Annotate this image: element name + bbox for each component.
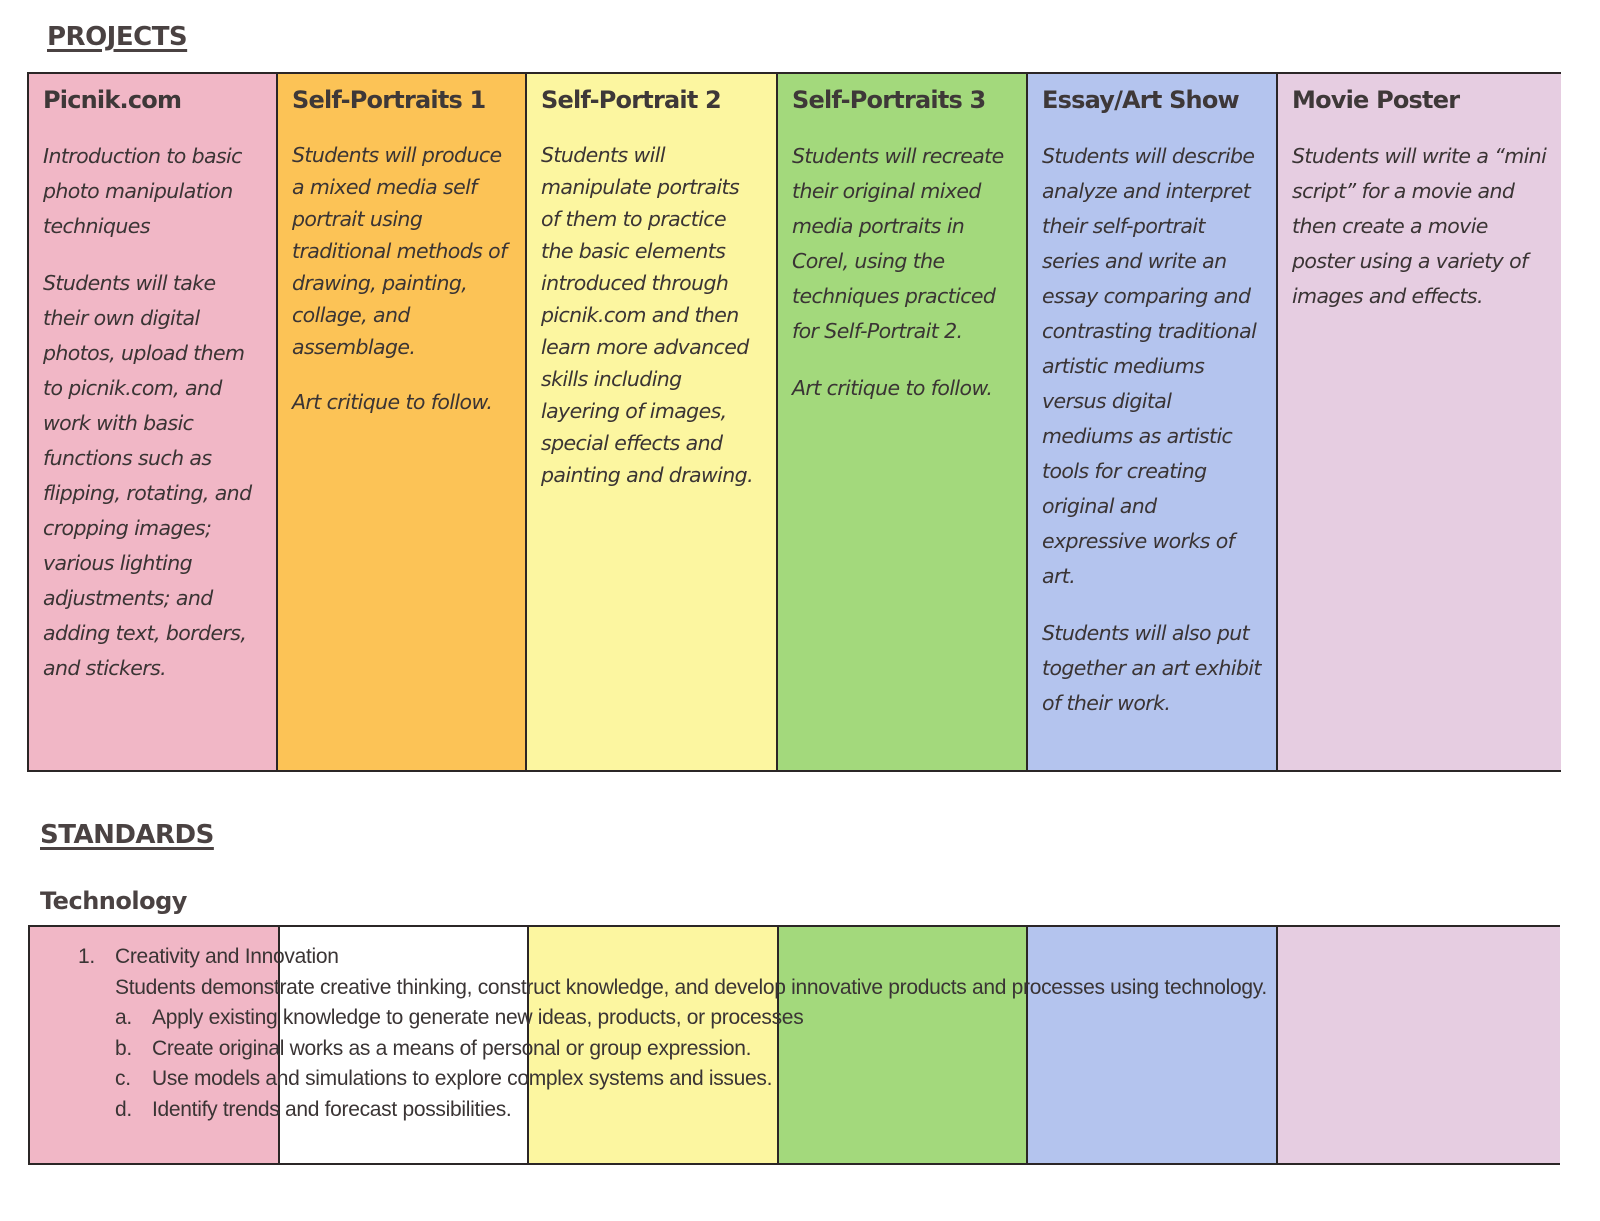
standard-subitem: b. Create original works as a means of personal or group expression.: [115, 1036, 752, 1060]
project-column-self-portraits-3: [776, 74, 1026, 770]
project-description: Introduction to basic photo manipulation techniques: [43, 143, 242, 238]
project-title: Self-Portraits 3: [792, 86, 986, 114]
project-description: Students will recreate their original mixed media portraits in Corel, using the techniques practiced for Self-Portrait 2.: [792, 143, 1004, 343]
project-description: Students will manipulate portraits of them to practice the basic elements introduced through picnik.com and then learn more advanced skills including layering of images, special effects and painting and drawing.: [541, 142, 753, 487]
standard-heading: Creativity and Innovation: [115, 945, 339, 968]
project-description: Art critique to follow.: [792, 375, 993, 400]
standard-subitem: d. Identify trends and forecast possibilities.: [115, 1097, 512, 1121]
project-description: Students will take their own digital photos, upload them to picnik.com, and work with basic functions such as flipping, rotating, and cropping images; various lighting adjustments; and adding text, borders, and stickers.: [43, 270, 252, 680]
standard-subitem: a. Apply existing knowledge to generate new ideas, products, or processes: [115, 1006, 804, 1029]
project-description: Students will write a “mini script” for a movie and then create a movie poster using a variety of images and effects.: [1292, 143, 1547, 308]
project-title: Picnik.com: [43, 86, 182, 114]
standards-heading: STANDARDS: [40, 820, 214, 850]
project-title: Movie Poster: [1292, 86, 1460, 114]
standard-number: 1.: [78, 945, 95, 968]
technology-subheading: Technology: [40, 887, 187, 915]
project-title: Self-Portraits 1: [292, 86, 486, 114]
project-title: Self-Portrait 2: [541, 86, 721, 114]
standards-column: [1276, 927, 1560, 1163]
project-description: Students will describe analyze and interpret their self-portrait series and write an essay comparing and contrasting traditional artistic mediums versus digital mediums as artistic tools for creating original and expressive works of art.: [1042, 143, 1257, 588]
project-description: Art critique to follow.: [292, 389, 493, 414]
projects-heading: PROJECTS: [47, 22, 188, 52]
standard-description: Students demonstrate creative thinking, construct knowledge, and develop innovative products and processes using technology.: [115, 975, 1267, 999]
project-title: Essay/Art Show: [1042, 86, 1239, 114]
project-column-self-portrait-2: [525, 74, 776, 770]
project-column-essay-art-show: [1026, 74, 1276, 770]
project-description: Students will produce a mixed media self portrait using traditional methods of drawing, painting, collage, and assemblage.: [292, 142, 507, 359]
project-description: Students will also put together an art exhibit of their work.: [1042, 620, 1261, 715]
project-column-self-portraits-1: [276, 74, 525, 770]
project-column-movie-poster: [1276, 74, 1561, 770]
standard-item: [78, 942, 1267, 1125]
projects-table: [27, 72, 1561, 772]
standard-subitem: c. Use models and simulations to explore complex systems and issues.: [115, 1067, 773, 1090]
project-column-picnik: [27, 74, 276, 770]
